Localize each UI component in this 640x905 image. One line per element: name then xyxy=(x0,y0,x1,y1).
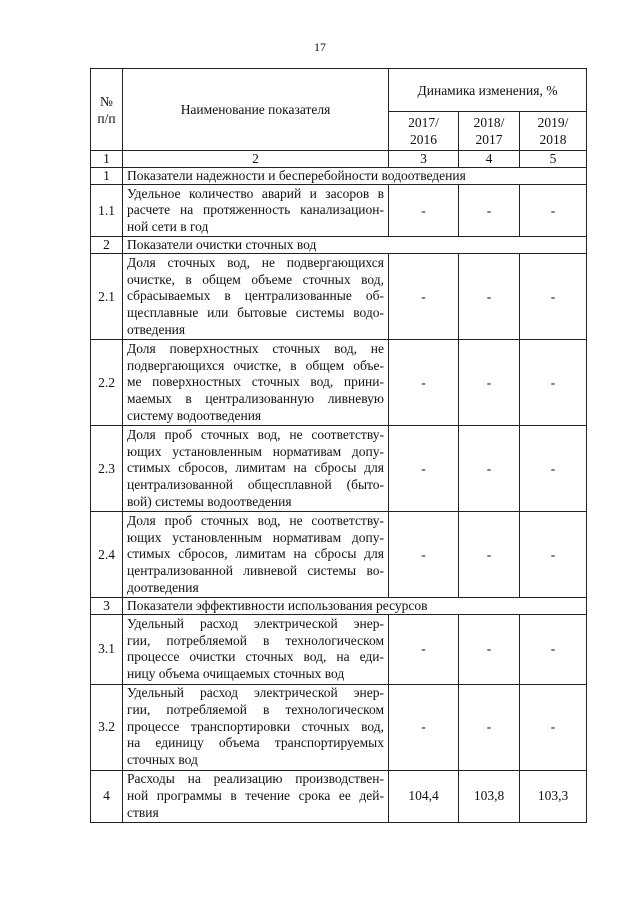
header-num-line1: № xyxy=(100,93,113,109)
indicator-name-line: ющих установленным нормативам допу- xyxy=(127,443,384,459)
indicator-name-line: процессе очистки сточных вод, на еди- xyxy=(127,649,384,665)
header-num-line2: п/п xyxy=(97,110,116,126)
indicator-number: 2.2 xyxy=(91,340,123,426)
indicator-row xyxy=(91,254,587,340)
indicator-name-line: Удельное количество аварий и засоров в xyxy=(127,185,384,201)
column-number: 5 xyxy=(520,151,587,168)
indicator-name-line: ницу объема очищаемых сточных вод xyxy=(127,666,345,682)
indicator-name xyxy=(123,185,389,237)
indicator-value: - xyxy=(520,185,587,237)
indicator-name-line: ной программы в течение срока ее дей- xyxy=(127,787,384,803)
indicator-number: 3.1 xyxy=(91,615,123,684)
indicator-value: - xyxy=(389,615,459,684)
header-name-cell xyxy=(123,69,389,151)
indicator-name-line: централизованной ливневой системы во- xyxy=(127,563,384,579)
indicator-row xyxy=(91,426,587,512)
header-year-bottom: 2018 xyxy=(539,132,567,147)
section-title: Показатели надежности и бесперебойности водоотведения xyxy=(123,168,587,185)
header-year-top: 2017/ xyxy=(408,115,439,130)
indicator-name-line: доотведения xyxy=(127,580,199,596)
section-row xyxy=(91,237,587,254)
indicator-name-line: подвергающихся очистке, в общем объе- xyxy=(127,357,384,373)
section-number: 1 xyxy=(91,168,123,185)
indicator-row xyxy=(91,340,587,426)
indicator-name-line: ной сети в год xyxy=(127,219,209,235)
indicator-number: 1.1 xyxy=(91,185,123,237)
header-year-bottom: 2016 xyxy=(410,132,437,147)
indicator-name-line: сточных вод xyxy=(127,752,198,768)
column-number: 2 xyxy=(123,151,389,168)
indicator-name-line: Доля проб сточных вод, не соответству- xyxy=(127,426,384,442)
indicator-name-line: сбрасываемых в централизованные об- xyxy=(127,288,384,304)
indicator-value: - xyxy=(389,254,459,340)
indicator-name-line: ме поверхностных сточных вод, прини- xyxy=(127,374,384,390)
header-year-cell xyxy=(389,112,459,151)
indicator-name-line: Расходы на реализацию производствен- xyxy=(127,771,384,787)
indicator-value: - xyxy=(459,340,520,426)
header-num-cell xyxy=(91,69,123,151)
column-number: 1 xyxy=(91,151,123,168)
indicator-value: - xyxy=(459,185,520,237)
section-row xyxy=(91,168,587,185)
indicator-name-line: стимых сбросов, лимитам на сбросы для xyxy=(127,460,384,476)
indicator-value: - xyxy=(389,684,459,770)
indicator-value: 104,4 xyxy=(389,770,459,822)
indicator-name xyxy=(123,615,389,684)
indicator-name-line: Удельный расход электрической энер- xyxy=(127,615,384,631)
indicator-row xyxy=(91,512,587,598)
indicator-name-line: централизованной общесплавной (быто- xyxy=(127,477,384,493)
indicator-value: 103,8 xyxy=(459,770,520,822)
indicator-name-line: ствия xyxy=(127,804,159,820)
indicator-name-line: систему водоотведения xyxy=(127,408,262,424)
column-number: 3 xyxy=(389,151,459,168)
header-year-cell xyxy=(520,112,587,151)
indicator-value: - xyxy=(520,684,587,770)
header-year-bottom: 2017 xyxy=(475,132,503,147)
indicator-name-line: Доля поверхностных сточных вод, не xyxy=(127,340,384,356)
section-number: 2 xyxy=(91,237,123,254)
indicator-value: - xyxy=(389,426,459,512)
indicator-value: - xyxy=(459,615,520,684)
indicator-name xyxy=(123,770,389,822)
header-name-label: Наименование показателя xyxy=(180,102,331,117)
indicator-name xyxy=(123,426,389,512)
indicator-name xyxy=(123,684,389,770)
indicator-name-line: вой) системы водоотведения xyxy=(127,494,292,510)
indicator-name xyxy=(123,340,389,426)
header-dynamics-label: Динамика изменения, % xyxy=(417,82,558,98)
section-number: 3 xyxy=(91,598,123,615)
header-year-top: 2019/ xyxy=(537,115,569,130)
indicator-value: - xyxy=(389,185,459,237)
indicator-number: 2.4 xyxy=(91,512,123,598)
indicator-row xyxy=(91,185,587,237)
section-row xyxy=(91,598,587,615)
indicator-name-line: отведения xyxy=(127,322,186,338)
indicator-name-line: Удельный расход электрической энер- xyxy=(127,685,384,701)
header-year-top: 2018/ xyxy=(473,115,505,130)
indicator-value: - xyxy=(520,615,587,684)
indicator-number: 3.2 xyxy=(91,684,123,770)
indicator-row xyxy=(91,684,587,770)
indicator-name-line: ющих установленным нормативам допу- xyxy=(127,529,384,545)
indicator-name-line: Доля сточных вод, не подвергающихся xyxy=(127,254,384,270)
page-number: 17 xyxy=(314,40,326,54)
indicator-value: - xyxy=(520,426,587,512)
indicator-name-line: щесплавные или бытовые системы водо- xyxy=(127,305,384,321)
indicator-name xyxy=(123,254,389,340)
section-title: Показатели очистки сточных вод xyxy=(123,237,587,254)
indicator-name-line: маемых в централизованную ливневую xyxy=(127,391,384,407)
indicator-name-line: очистке, в общем объеме сточных вод, xyxy=(127,271,384,287)
indicator-name-line: расчете на протяженность канализацион- xyxy=(127,202,384,218)
indicator-name-line: на единицу объема транспортируемых xyxy=(127,735,384,751)
indicator-row xyxy=(91,770,587,822)
indicator-name-line: процессе транспортировки сточных вод, xyxy=(127,718,384,734)
indicator-value: - xyxy=(389,340,459,426)
indicator-name-line: Доля проб сточных вод, не соответству- xyxy=(127,512,384,528)
indicator-value: - xyxy=(459,254,520,340)
indicators-table xyxy=(90,68,587,823)
indicator-value: - xyxy=(459,512,520,598)
header-year-cell xyxy=(459,112,520,151)
indicator-name-line: гии, потребляемой в технологическом xyxy=(127,701,384,717)
indicator-name-line: стимых сбросов, лимитам на сбросы для xyxy=(127,546,384,562)
section-title: Показатели эффективности использования ресурсов xyxy=(123,598,587,615)
indicator-number: 2.1 xyxy=(91,254,123,340)
indicator-number: 4 xyxy=(91,770,123,822)
header-dynamics-cell xyxy=(389,69,587,112)
indicator-value: - xyxy=(389,512,459,598)
indicator-name-line: гии, потребляемой в технологическом xyxy=(127,632,384,648)
indicator-value: - xyxy=(459,426,520,512)
indicator-value: - xyxy=(459,684,520,770)
indicator-name xyxy=(123,512,389,598)
column-number: 4 xyxy=(459,151,520,168)
indicator-row xyxy=(91,615,587,684)
indicator-value: - xyxy=(520,254,587,340)
indicator-value: 103,3 xyxy=(520,770,587,822)
indicator-value: - xyxy=(520,512,587,598)
indicator-number: 2.3 xyxy=(91,426,123,512)
indicator-value: - xyxy=(520,340,587,426)
